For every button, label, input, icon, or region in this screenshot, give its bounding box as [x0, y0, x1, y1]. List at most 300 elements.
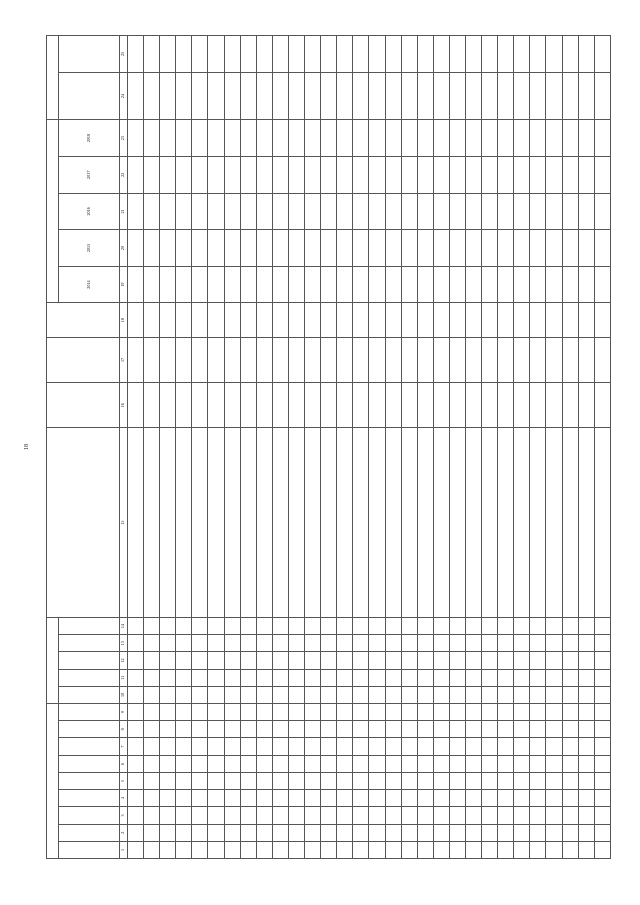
- year-value-cell: [208, 266, 224, 303]
- code-cell: [208, 824, 224, 841]
- year-value-cell: [449, 230, 465, 267]
- code-cell: [594, 686, 610, 703]
- code-cell: [240, 772, 256, 789]
- code-cell: [562, 790, 578, 807]
- code-cell: [192, 790, 208, 807]
- table-row: [449, 36, 465, 859]
- code-cell: [256, 617, 272, 634]
- code-cell: [401, 617, 417, 634]
- code-cell: [160, 841, 176, 858]
- code-cell: [208, 617, 224, 634]
- code-column-header: [59, 652, 120, 669]
- code-cell: [546, 669, 562, 686]
- code-column-header: [59, 635, 120, 652]
- year-value-cell: [192, 120, 208, 157]
- code-cell: [256, 721, 272, 738]
- target-cell: [498, 337, 514, 382]
- code-cell: [369, 669, 385, 686]
- code-cell: [546, 824, 562, 841]
- code-cell: [337, 790, 353, 807]
- code-cell: [562, 635, 578, 652]
- code-cell: [530, 824, 546, 841]
- year-value-cell: [417, 193, 433, 230]
- code-cell: [353, 841, 369, 858]
- year-value-cell: [305, 266, 321, 303]
- completion-a-cell: [594, 72, 610, 119]
- unit-cell: [176, 383, 192, 428]
- code-cell: [530, 807, 546, 824]
- year-value-cell: [546, 230, 562, 267]
- indicator-cell: [144, 428, 160, 618]
- code-cell: [321, 824, 337, 841]
- code-cell: [160, 790, 176, 807]
- base-cell: [514, 303, 530, 337]
- completion-b-cell: [272, 36, 288, 73]
- year-value-cell: [369, 156, 385, 193]
- year-value-cell: [465, 156, 481, 193]
- code-cell: [401, 721, 417, 738]
- code-cell: [272, 755, 288, 772]
- code-cell: [353, 669, 369, 686]
- code-cell: [353, 635, 369, 652]
- code-cell: [288, 824, 304, 841]
- code-cell: [514, 841, 530, 858]
- year-value-cell: [562, 193, 578, 230]
- code-cell: [594, 669, 610, 686]
- indicator-cell: [272, 428, 288, 618]
- rotated-table-sheet: [46, 35, 608, 859]
- code-cell: [160, 652, 176, 669]
- code-cell: [160, 617, 176, 634]
- code-cell: [530, 669, 546, 686]
- year-value-cell: [288, 266, 304, 303]
- code-column-header: [59, 807, 120, 824]
- year-value-cell: [288, 193, 304, 230]
- code-cell: [449, 807, 465, 824]
- code-cell: [176, 841, 192, 858]
- year-value-cell: [144, 230, 160, 267]
- table-row: [514, 36, 530, 859]
- code-cell: [272, 738, 288, 755]
- code-cell: [449, 669, 465, 686]
- code-cell: [144, 669, 160, 686]
- base-cell: [176, 303, 192, 337]
- code-cell: [176, 721, 192, 738]
- code-cell: [562, 652, 578, 669]
- code-cell: [176, 652, 192, 669]
- code-cell: [272, 686, 288, 703]
- year-value-cell: [272, 266, 288, 303]
- completion-a-cell: [353, 72, 369, 119]
- code-cell: [417, 807, 433, 824]
- code-cell: [385, 669, 401, 686]
- code-cell: [128, 652, 144, 669]
- code-cell: [385, 841, 401, 858]
- table-row: [305, 36, 321, 859]
- code-cell: [401, 652, 417, 669]
- code-cell: [594, 617, 610, 634]
- year-value-cell: [514, 266, 530, 303]
- base-cell: [465, 303, 481, 337]
- year-value-cell: [240, 266, 256, 303]
- unit-cell: [433, 383, 449, 428]
- code-cell: [240, 686, 256, 703]
- code-cell: [176, 617, 192, 634]
- code-cell: [449, 652, 465, 669]
- code-cell: [369, 704, 385, 721]
- indicator-cell: [353, 428, 369, 618]
- code-cell: [144, 790, 160, 807]
- code-cell: [240, 635, 256, 652]
- column-number: 25: [120, 36, 128, 73]
- target-cell: [337, 337, 353, 382]
- indicator-header: [47, 428, 120, 618]
- code-cell: [160, 738, 176, 755]
- code-cell: [353, 721, 369, 738]
- code-cell: [144, 635, 160, 652]
- code-column-header: [59, 669, 120, 686]
- code-cell: [562, 772, 578, 789]
- year-value-cell: [385, 120, 401, 157]
- indicator-cell: [176, 428, 192, 618]
- year-header: 2016: [59, 193, 120, 230]
- indicator-cell: [305, 428, 321, 618]
- year-value-cell: [482, 156, 498, 193]
- column-number: 11: [120, 669, 128, 686]
- code-cell: [192, 721, 208, 738]
- indicator-cell: [385, 428, 401, 618]
- unit-header: [47, 383, 120, 428]
- code-cell: [240, 721, 256, 738]
- year-value-cell: [224, 266, 240, 303]
- code-cell: [224, 772, 240, 789]
- code-cell: [546, 617, 562, 634]
- year-value-cell: [433, 266, 449, 303]
- code-cell: [594, 738, 610, 755]
- year-value-cell: [401, 266, 417, 303]
- indicator-cell: [321, 428, 337, 618]
- year-header: 2015: [59, 230, 120, 267]
- year-value-cell: [337, 156, 353, 193]
- code-column-header: [59, 790, 120, 807]
- code-cell: [305, 807, 321, 824]
- year-value-cell: [288, 156, 304, 193]
- code-cell: [482, 617, 498, 634]
- completion-a-cell: [160, 72, 176, 119]
- code-cell: [385, 686, 401, 703]
- indicator-cell: [546, 428, 562, 618]
- year-value-cell: [144, 156, 160, 193]
- base-cell: [401, 303, 417, 337]
- target-cell: [305, 337, 321, 382]
- indicator-cell: [240, 428, 256, 618]
- code-cell: [369, 686, 385, 703]
- code-cell: [256, 824, 272, 841]
- completion-a-cell: [417, 72, 433, 119]
- year-value-cell: [562, 156, 578, 193]
- code-cell: [514, 738, 530, 755]
- column-number: 18: [120, 303, 128, 337]
- unit-cell: [208, 383, 224, 428]
- code-cell: [385, 772, 401, 789]
- code-cell: [353, 652, 369, 669]
- code-cell: [433, 824, 449, 841]
- completion-b-cell: [433, 36, 449, 73]
- code-cell: [192, 807, 208, 824]
- code-cell: [144, 721, 160, 738]
- code-column-header: [59, 772, 120, 789]
- code-cell: [417, 772, 433, 789]
- code-cell: [144, 841, 160, 858]
- code-cell: [498, 669, 514, 686]
- code-cell: [369, 617, 385, 634]
- indicator-cell: [160, 428, 176, 618]
- completion-b-cell: [401, 36, 417, 73]
- code-cell: [546, 807, 562, 824]
- year-value-cell: [160, 266, 176, 303]
- code-cell: [514, 669, 530, 686]
- table-row: [240, 36, 256, 859]
- year-value-cell: [562, 230, 578, 267]
- code-cell: [578, 790, 594, 807]
- year-value-cell: [369, 230, 385, 267]
- table-row: [498, 36, 514, 859]
- target-cell: [321, 337, 337, 382]
- column-number: 1: [120, 841, 128, 858]
- code-cell: [208, 738, 224, 755]
- code-cell: [208, 772, 224, 789]
- year-value-cell: [465, 193, 481, 230]
- code-cell: [353, 738, 369, 755]
- code-cell: [417, 738, 433, 755]
- table-row: [176, 36, 192, 859]
- completion-a-cell: [128, 72, 144, 119]
- code-cell: [353, 807, 369, 824]
- code-cell: [224, 807, 240, 824]
- code-cell: [144, 704, 160, 721]
- unit-cell: [449, 383, 465, 428]
- code-cell: [465, 738, 481, 755]
- column-number: 16: [120, 383, 128, 428]
- code-cell: [465, 772, 481, 789]
- year-value-cell: [272, 193, 288, 230]
- code-cell: [530, 772, 546, 789]
- code-cell: [482, 635, 498, 652]
- code-cell: [498, 704, 514, 721]
- code-cell: [546, 686, 562, 703]
- code-cell: [224, 704, 240, 721]
- base-cell: [482, 303, 498, 337]
- code-cell: [337, 617, 353, 634]
- code-cell: [272, 704, 288, 721]
- year-value-cell: [208, 156, 224, 193]
- code-cell: [401, 686, 417, 703]
- code-cell: [514, 686, 530, 703]
- code-cell: [128, 738, 144, 755]
- code-cell: [321, 841, 337, 858]
- year-value-cell: [224, 156, 240, 193]
- target-cell: [546, 337, 562, 382]
- code-cell: [385, 790, 401, 807]
- code-cell: [417, 635, 433, 652]
- year-value-cell: [128, 156, 144, 193]
- code-cell: [498, 635, 514, 652]
- table-row: [530, 36, 546, 859]
- year-value-cell: [433, 193, 449, 230]
- code-cell: [160, 807, 176, 824]
- unit-cell: [562, 383, 578, 428]
- code-cell: [224, 669, 240, 686]
- code-cell: [224, 824, 240, 841]
- code-cell: [176, 755, 192, 772]
- code-cell: [401, 635, 417, 652]
- code-cell: [208, 841, 224, 858]
- code-cell: [272, 790, 288, 807]
- code-cell: [224, 738, 240, 755]
- code-cell: [562, 755, 578, 772]
- code-cell: [321, 686, 337, 703]
- code-cell: [482, 721, 498, 738]
- code-cell: [401, 841, 417, 858]
- code-cell: [417, 824, 433, 841]
- code-cell: [353, 704, 369, 721]
- code-cell: [482, 686, 498, 703]
- code-cell: [288, 669, 304, 686]
- code-cell: [465, 635, 481, 652]
- base-cell: [337, 303, 353, 337]
- year-value-cell: [369, 266, 385, 303]
- code-cell: [128, 807, 144, 824]
- code-cell: [546, 772, 562, 789]
- code-cell: [369, 841, 385, 858]
- completion-a-cell: [465, 72, 481, 119]
- table-row: [160, 36, 176, 859]
- code-cell: [433, 841, 449, 858]
- code-cell: [256, 841, 272, 858]
- code-cell: [465, 841, 481, 858]
- code-cell: [562, 669, 578, 686]
- code-cell: [385, 755, 401, 772]
- code-cell: [578, 841, 594, 858]
- base-header: [47, 303, 120, 337]
- year-value-cell: [353, 193, 369, 230]
- code-cell: [192, 841, 208, 858]
- completion-a-cell: [514, 72, 530, 119]
- code-cell: [482, 738, 498, 755]
- code-cell: [272, 824, 288, 841]
- code-cell: [224, 635, 240, 652]
- completion-b-cell: [224, 36, 240, 73]
- base-cell: [433, 303, 449, 337]
- code-column-header: [59, 824, 120, 841]
- code-cell: [272, 652, 288, 669]
- completion-b-cell: [417, 36, 433, 73]
- code-cell: [385, 652, 401, 669]
- code-cell: [514, 635, 530, 652]
- year-value-cell: [578, 156, 594, 193]
- code-cell: [224, 755, 240, 772]
- completion-b-cell: [305, 36, 321, 73]
- code-cell: [369, 824, 385, 841]
- code-cell: [369, 772, 385, 789]
- year-value-cell: [192, 156, 208, 193]
- year-value-cell: [578, 230, 594, 267]
- completion-b-header: [59, 36, 120, 73]
- code-cell: [594, 755, 610, 772]
- year-value-cell: [498, 120, 514, 157]
- target-cell: [128, 337, 144, 382]
- code-cell: [288, 807, 304, 824]
- code-cell: [256, 790, 272, 807]
- code-cell: [160, 824, 176, 841]
- table-row: [385, 36, 401, 859]
- code-cell: [385, 807, 401, 824]
- code-cell: [530, 617, 546, 634]
- code-cell: [208, 704, 224, 721]
- code-cell: [401, 669, 417, 686]
- year-value-cell: [128, 193, 144, 230]
- year-value-cell: [578, 266, 594, 303]
- column-number: 3: [120, 807, 128, 824]
- completion-a-cell: [321, 72, 337, 119]
- year-value-cell: [305, 156, 321, 193]
- code-cell: [288, 686, 304, 703]
- code-cell: [337, 652, 353, 669]
- code-cell: [192, 824, 208, 841]
- codes-group-right-header: [47, 617, 59, 703]
- year-value-cell: [530, 156, 546, 193]
- unit-cell: [578, 383, 594, 428]
- completion-a-cell: [224, 72, 240, 119]
- unit-cell: [514, 383, 530, 428]
- code-cell: [594, 772, 610, 789]
- year-value-cell: [385, 156, 401, 193]
- completion-a-cell: [578, 72, 594, 119]
- table-row: [144, 36, 160, 859]
- code-cell: [240, 790, 256, 807]
- year-value-cell: [240, 120, 256, 157]
- code-cell: [369, 755, 385, 772]
- code-cell: [321, 790, 337, 807]
- year-value-cell: [465, 266, 481, 303]
- code-cell: [433, 635, 449, 652]
- completion-b-cell: [498, 36, 514, 73]
- year-value-cell: [433, 120, 449, 157]
- year-value-cell: [530, 230, 546, 267]
- code-cell: [433, 669, 449, 686]
- indicator-cell: [401, 428, 417, 618]
- code-cell: [353, 772, 369, 789]
- code-cell: [449, 617, 465, 634]
- indicator-cell: [514, 428, 530, 618]
- completion-b-cell: [530, 36, 546, 73]
- base-cell: [417, 303, 433, 337]
- code-cell: [465, 686, 481, 703]
- code-cell: [337, 772, 353, 789]
- code-cell: [578, 807, 594, 824]
- code-cell: [369, 807, 385, 824]
- target-cell: [562, 337, 578, 382]
- code-cell: [288, 772, 304, 789]
- code-cell: [272, 807, 288, 824]
- base-cell: [305, 303, 321, 337]
- code-cell: [530, 755, 546, 772]
- code-cell: [498, 772, 514, 789]
- code-cell: [417, 686, 433, 703]
- table-row: [337, 36, 353, 859]
- code-cell: [498, 824, 514, 841]
- code-cell: [369, 652, 385, 669]
